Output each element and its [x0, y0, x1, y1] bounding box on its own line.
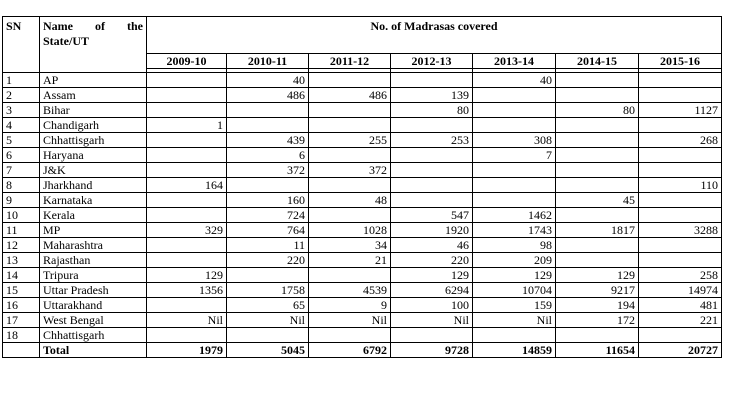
row-sn: 2: [3, 88, 40, 103]
table-row: [3, 118, 722, 133]
row-value-2010-11: 160: [227, 193, 309, 208]
row-value-2015-16: 481: [639, 298, 722, 313]
row-value-2011-12: 486: [309, 88, 391, 103]
row-value-2011-12: 4539: [309, 283, 391, 298]
row-value-2009-10: 129: [147, 268, 227, 283]
row-value-2013-14: [473, 193, 556, 208]
row-value-2013-14: [473, 328, 556, 343]
row-value-2014-15: [556, 208, 639, 223]
row-value-2015-16: 221: [639, 313, 722, 328]
row-value-2012-13: 129: [391, 268, 473, 283]
row-state-name: Uttarakhand: [40, 298, 147, 313]
table-row: [3, 88, 722, 103]
row-value-2009-10: 329: [147, 223, 227, 238]
row-value-2012-13: [391, 118, 473, 133]
row-sn: 6: [3, 148, 40, 163]
row-sn: 12: [3, 238, 40, 253]
table-row: [3, 178, 722, 193]
row-sn: 10: [3, 208, 40, 223]
row-value-2011-12: [309, 178, 391, 193]
row-value-2014-15: [556, 253, 639, 268]
row-value-2013-14: 7: [473, 148, 556, 163]
row-value-2009-10: Nil: [147, 313, 227, 328]
row-value-2009-10: [147, 193, 227, 208]
row-sn: 8: [3, 178, 40, 193]
header-name-line2: State/UT: [43, 34, 89, 48]
table-body: [3, 73, 722, 343]
row-value-2010-11: [227, 118, 309, 133]
row-state-name: Haryana: [40, 148, 147, 163]
row-value-2009-10: [147, 103, 227, 118]
row-value-2014-15: 194: [556, 298, 639, 313]
row-value-2014-15: 80: [556, 103, 639, 118]
row-value-2012-13: [391, 328, 473, 343]
header-year: 2013-14: [473, 54, 556, 69]
row-value-2013-14: 159: [473, 298, 556, 313]
row-value-2015-16: [639, 88, 722, 103]
row-state-name: J&K: [40, 163, 147, 178]
header-name-word: the: [127, 19, 143, 33]
header-state-name: [40, 17, 147, 73]
row-sn: 11: [3, 223, 40, 238]
row-value-2015-16: [639, 328, 722, 343]
header-year: 2009-10: [147, 54, 227, 69]
row-value-2015-16: 3288: [639, 223, 722, 238]
header-name-line1: [43, 19, 143, 34]
row-value-2012-13: 139: [391, 88, 473, 103]
row-sn: 18: [3, 328, 40, 343]
row-value-2010-11: 372: [227, 163, 309, 178]
row-sn: 4: [3, 118, 40, 133]
row-value-2014-15: [556, 163, 639, 178]
row-value-2009-10: [147, 73, 227, 88]
row-value-2010-11: 6: [227, 148, 309, 163]
header-year: 2014-15: [556, 54, 639, 69]
row-value-2011-12: 21: [309, 253, 391, 268]
row-value-2014-15: [556, 73, 639, 88]
row-value-2015-16: [639, 118, 722, 133]
row-value-2013-14: 98: [473, 238, 556, 253]
row-value-2013-14: [473, 118, 556, 133]
row-state-name: Rajasthan: [40, 253, 147, 268]
row-sn: 1: [3, 73, 40, 88]
table-row: [3, 223, 722, 238]
row-value-2013-14: 129: [473, 268, 556, 283]
row-state-name: AP: [40, 73, 147, 88]
row-value-2009-10: [147, 253, 227, 268]
row-value-2010-11: 764: [227, 223, 309, 238]
row-value-2015-16: 14974: [639, 283, 722, 298]
row-value-2011-12: [309, 103, 391, 118]
row-value-2013-14: [473, 103, 556, 118]
row-value-2011-12: 372: [309, 163, 391, 178]
row-value-2011-12: [309, 148, 391, 163]
row-value-2014-15: 172: [556, 313, 639, 328]
row-value-2014-15: 45: [556, 193, 639, 208]
row-value-2012-13: [391, 73, 473, 88]
table-row: [3, 328, 722, 343]
table-row: [3, 283, 722, 298]
row-value-2013-14: 308: [473, 133, 556, 148]
row-value-2014-15: 1817: [556, 223, 639, 238]
header-year: 2011-12: [309, 54, 391, 69]
header-year: 2010-11: [227, 54, 309, 69]
row-value-2010-11: 724: [227, 208, 309, 223]
row-value-2013-14: [473, 178, 556, 193]
row-value-2012-13: 80: [391, 103, 473, 118]
row-value-2010-11: [227, 268, 309, 283]
row-state-name: Tripura: [40, 268, 147, 283]
row-value-2011-12: [309, 268, 391, 283]
table-row: [3, 133, 722, 148]
row-value-2013-14: 1743: [473, 223, 556, 238]
row-value-2013-14: 40: [473, 73, 556, 88]
row-value-2015-16: [639, 238, 722, 253]
table-row: [3, 238, 722, 253]
row-value-2012-13: [391, 178, 473, 193]
row-value-2015-16: [639, 193, 722, 208]
row-sn: 3: [3, 103, 40, 118]
total-value: 9728: [391, 343, 473, 358]
row-value-2014-15: [556, 148, 639, 163]
row-value-2011-12: 48: [309, 193, 391, 208]
total-row: [3, 343, 722, 358]
row-value-2010-11: 220: [227, 253, 309, 268]
row-value-2009-10: [147, 88, 227, 103]
row-value-2011-12: 255: [309, 133, 391, 148]
total-value: 20727: [639, 343, 722, 358]
total-value: 11654: [556, 343, 639, 358]
table-row: [3, 268, 722, 283]
row-state-name: Jharkhand: [40, 178, 147, 193]
row-state-name: MP: [40, 223, 147, 238]
row-sn: 16: [3, 298, 40, 313]
row-value-2012-13: 6294: [391, 283, 473, 298]
table-row: [3, 313, 722, 328]
row-state-name: Chhattisgarh: [40, 133, 147, 148]
row-value-2015-16: [639, 73, 722, 88]
row-value-2011-12: [309, 208, 391, 223]
row-value-2009-10: [147, 238, 227, 253]
row-sn: 15: [3, 283, 40, 298]
row-value-2012-13: Nil: [391, 313, 473, 328]
row-sn: 7: [3, 163, 40, 178]
row-value-2013-14: 1462: [473, 208, 556, 223]
row-value-2009-10: [147, 163, 227, 178]
row-state-name: Uttar Pradesh: [40, 283, 147, 298]
row-sn: 17: [3, 313, 40, 328]
row-value-2012-13: [391, 148, 473, 163]
row-value-2015-16: [639, 148, 722, 163]
header-name-word: of: [95, 19, 105, 33]
row-state-name: Maharashtra: [40, 238, 147, 253]
row-value-2010-11: 11: [227, 238, 309, 253]
row-value-2015-16: [639, 163, 722, 178]
table-row: [3, 103, 722, 118]
row-value-2011-12: 9: [309, 298, 391, 313]
row-value-2009-10: [147, 148, 227, 163]
total-value: 5045: [227, 343, 309, 358]
header-madrasas-covered: No. of Madrasas covered: [147, 17, 722, 54]
row-value-2009-10: 1: [147, 118, 227, 133]
row-value-2009-10: 1356: [147, 283, 227, 298]
row-value-2014-15: [556, 88, 639, 103]
row-value-2015-16: [639, 208, 722, 223]
total-label: Total: [40, 343, 147, 358]
table-row: [3, 163, 722, 178]
total-value: 14859: [473, 343, 556, 358]
row-value-2009-10: [147, 298, 227, 313]
table-row: [3, 73, 722, 88]
row-state-name: Assam: [40, 88, 147, 103]
row-value-2014-15: 129: [556, 268, 639, 283]
table-row: [3, 298, 722, 313]
row-value-2014-15: [556, 133, 639, 148]
row-state-name: West Bengal: [40, 313, 147, 328]
row-value-2015-16: 268: [639, 133, 722, 148]
row-value-2011-12: 1028: [309, 223, 391, 238]
row-value-2014-15: 9217: [556, 283, 639, 298]
row-value-2013-14: [473, 88, 556, 103]
row-value-2011-12: [309, 118, 391, 133]
row-value-2012-13: 253: [391, 133, 473, 148]
row-state-name: Karnataka: [40, 193, 147, 208]
row-value-2014-15: [556, 328, 639, 343]
table-row: [3, 193, 722, 208]
row-value-2014-15: [556, 118, 639, 133]
row-value-2010-11: 486: [227, 88, 309, 103]
row-value-2014-15: [556, 238, 639, 253]
row-value-2012-13: [391, 193, 473, 208]
row-sn: 13: [3, 253, 40, 268]
header-row-group: [3, 17, 722, 54]
row-value-2012-13: 46: [391, 238, 473, 253]
row-value-2012-13: [391, 163, 473, 178]
row-sn: 5: [3, 133, 40, 148]
row-value-2011-12: [309, 73, 391, 88]
row-value-2015-16: [639, 253, 722, 268]
row-value-2013-14: 10704: [473, 283, 556, 298]
row-value-2009-10: 164: [147, 178, 227, 193]
row-sn: 14: [3, 268, 40, 283]
row-value-2015-16: 1127: [639, 103, 722, 118]
row-value-2014-15: [556, 178, 639, 193]
row-value-2010-11: [227, 178, 309, 193]
row-state-name: Chhattisgarh: [40, 328, 147, 343]
total-value: 1979: [147, 343, 227, 358]
madrasa-table: [2, 16, 722, 358]
table-row: [3, 148, 722, 163]
row-value-2009-10: [147, 208, 227, 223]
row-value-2015-16: 110: [639, 178, 722, 193]
row-value-2010-11: [227, 103, 309, 118]
row-value-2012-13: 220: [391, 253, 473, 268]
header-name-word: Name: [43, 19, 73, 33]
table-row: [3, 253, 722, 268]
row-value-2010-11: Nil: [227, 313, 309, 328]
row-value-2015-16: 258: [639, 268, 722, 283]
row-value-2010-11: [227, 328, 309, 343]
total-sn-cell: [3, 343, 40, 358]
row-value-2011-12: 34: [309, 238, 391, 253]
row-value-2010-11: 439: [227, 133, 309, 148]
row-value-2011-12: [309, 328, 391, 343]
row-sn: 9: [3, 193, 40, 208]
header-year: 2012-13: [391, 54, 473, 69]
row-value-2013-14: Nil: [473, 313, 556, 328]
row-value-2013-14: 209: [473, 253, 556, 268]
header-year: 2015-16: [639, 54, 722, 69]
row-value-2009-10: [147, 328, 227, 343]
total-value: 6792: [309, 343, 391, 358]
row-value-2012-13: 100: [391, 298, 473, 313]
table-row: [3, 208, 722, 223]
row-value-2012-13: 547: [391, 208, 473, 223]
row-value-2009-10: [147, 133, 227, 148]
row-state-name: Bihar: [40, 103, 147, 118]
row-value-2013-14: [473, 163, 556, 178]
row-value-2012-13: 1920: [391, 223, 473, 238]
row-state-name: Chandigarh: [40, 118, 147, 133]
madrasa-table-container: [2, 16, 722, 358]
row-value-2011-12: Nil: [309, 313, 391, 328]
row-state-name: Kerala: [40, 208, 147, 223]
row-value-2010-11: 65: [227, 298, 309, 313]
row-value-2010-11: 40: [227, 73, 309, 88]
row-value-2010-11: 1758: [227, 283, 309, 298]
header-sn: SN: [3, 17, 40, 73]
